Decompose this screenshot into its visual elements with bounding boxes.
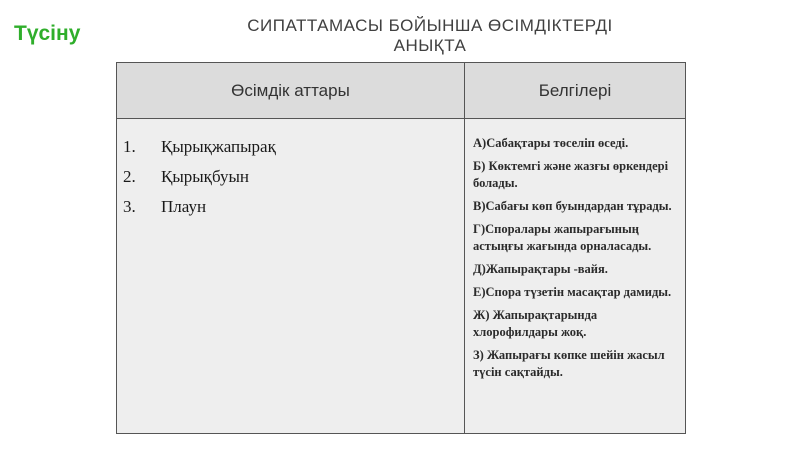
feature-item: Ж) Жапырақтарында хлорофилдары жоқ. bbox=[473, 308, 598, 339]
slide-title bbox=[200, 16, 660, 56]
slide-title-line-1: СИПАТТАМАСЫ БОЙЫНША ӨСІМДІКТЕРДІ bbox=[247, 16, 613, 35]
plant-item bbox=[117, 163, 457, 191]
plant-number: 2. bbox=[123, 167, 136, 186]
plants-table bbox=[116, 62, 686, 434]
feature-item: З) Жапырағы көпке шейін жасыл түсін сақтайды. bbox=[473, 348, 665, 379]
feature-item: Г)Споралары жапырағының астыңғы жағында орналасады. bbox=[473, 222, 652, 253]
plant-number: 3. bbox=[123, 197, 136, 216]
header-features: Белгілері bbox=[538, 81, 612, 100]
feature-item: Д)Жапырақтары -вайя. bbox=[473, 262, 608, 276]
feature-item: Е)Спора түзетін масақтар дамиды. bbox=[473, 285, 672, 299]
plant-name: Қырықжапырақ bbox=[161, 137, 276, 156]
plant-item bbox=[117, 193, 457, 221]
table-header-row bbox=[117, 63, 685, 119]
column-divider bbox=[464, 63, 465, 433]
plant-list bbox=[117, 133, 457, 223]
feature-item: В)Сабағы көп буындардан тұрады. bbox=[473, 199, 672, 213]
slide-title-line-2: АНЫҚТА bbox=[393, 36, 467, 55]
plant-name: Қырықбуын bbox=[161, 167, 249, 186]
corner-label: Түсіну bbox=[14, 22, 81, 45]
plant-item bbox=[117, 133, 457, 161]
header-plant-names: Өсімдік аттары bbox=[231, 81, 350, 100]
feature-item: А)Сабақтары төселіп өседі. bbox=[473, 136, 629, 150]
plant-number: 1. bbox=[123, 137, 136, 156]
feature-item: Б) Көктемгі және жазғы өркендері болады. bbox=[473, 159, 669, 190]
feature-list bbox=[473, 135, 679, 387]
plant-name: Плаун bbox=[161, 197, 207, 216]
